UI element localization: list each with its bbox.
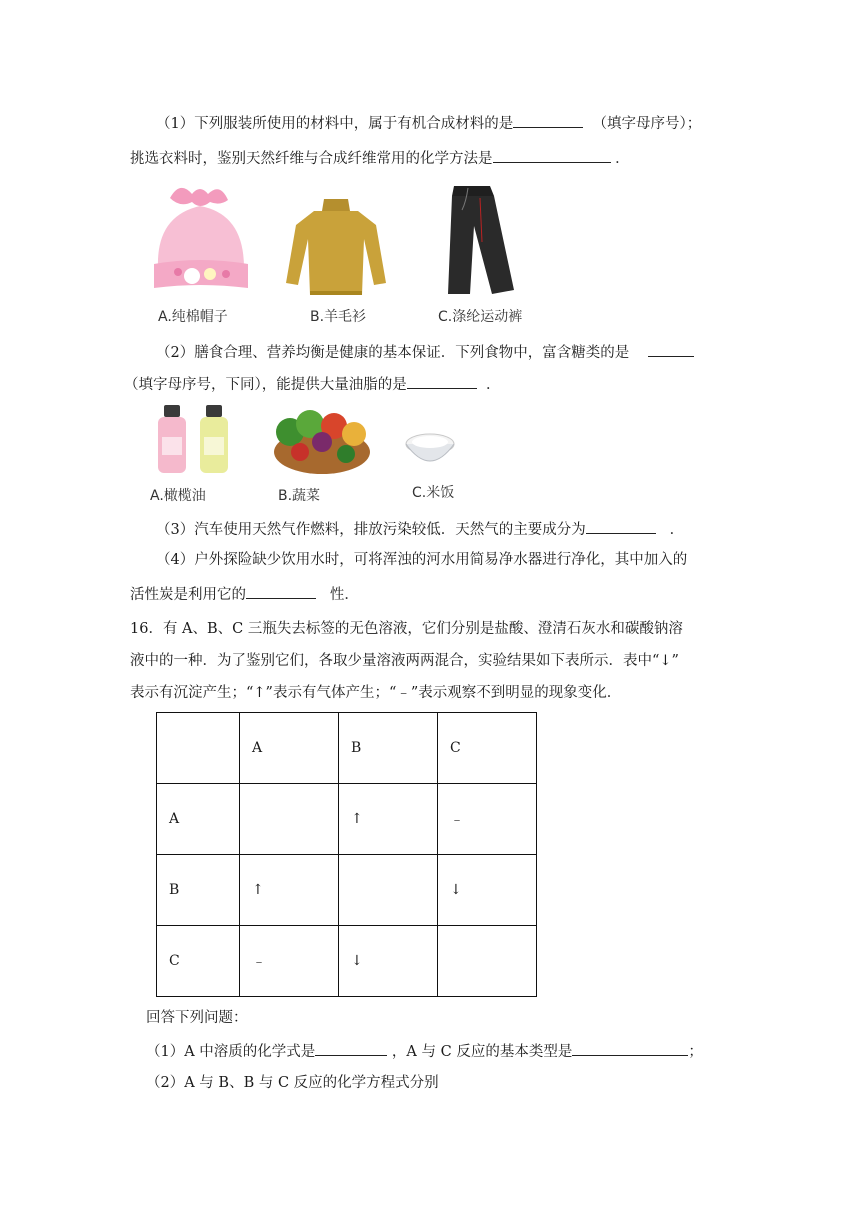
table-cell xyxy=(157,713,240,784)
table-cell: C xyxy=(157,926,240,997)
q16-answer-prompt: 回答下列问题： xyxy=(146,1010,248,1026)
table-cell: ﹣ xyxy=(240,926,339,997)
olive-oil-image xyxy=(154,403,238,473)
clothing-caption-a: A.纯棉帽子 xyxy=(158,309,228,325)
clothing-caption-b: B.羊毛衫 xyxy=(310,309,367,325)
answer-blank[interactable] xyxy=(586,518,656,534)
table-cell: B xyxy=(339,713,438,784)
table-cell xyxy=(339,855,438,926)
q15-p1-line1: （1）下列服装所使用的材料中，属于有机合成材料的是 （填字母序号）； xyxy=(156,112,701,134)
clothing-caption-c: C.涤纶运动裤 xyxy=(438,309,523,325)
rice-bowl-image xyxy=(402,430,458,472)
food-caption-b: B.蔬菜 xyxy=(278,488,321,504)
answer-blank[interactable] xyxy=(648,341,694,357)
table-cell xyxy=(240,784,339,855)
q15-p2-line1: （2）膳食合理、营养均衡是健康的基本保证．下列食物中，富含糖类的是 xyxy=(156,341,694,363)
answer-blank[interactable] xyxy=(407,373,477,389)
table-row xyxy=(157,855,537,926)
table-cell: ﹣ xyxy=(438,784,537,855)
table-cell: ↓ xyxy=(339,926,438,997)
food-caption-a: A.橄榄油 xyxy=(150,488,206,504)
answer-blank[interactable] xyxy=(513,112,583,128)
q15-p3: （3）汽车使用天然气作燃料，排放污染较低．天然气的主要成分为 ． xyxy=(156,518,684,540)
answer-blank[interactable] xyxy=(315,1040,387,1056)
table-cell xyxy=(438,926,537,997)
table-cell: ↑ xyxy=(240,855,339,926)
answer-blank[interactable] xyxy=(493,147,611,163)
table-cell: C xyxy=(438,713,537,784)
polyester-pants-image xyxy=(440,182,520,298)
cotton-hat-image xyxy=(150,180,252,298)
table-cell: A xyxy=(157,784,240,855)
table-cell: A xyxy=(240,713,339,784)
table-cell: ↑ xyxy=(339,784,438,855)
reaction-table xyxy=(156,712,537,997)
food-caption-c: C.米饭 xyxy=(412,485,455,501)
table-cell: ↓ xyxy=(438,855,537,926)
q15-p1-line2: 挑选衣料时，鉴别天然纤维与合成纤维常用的化学方法是 ． xyxy=(130,147,630,169)
table-cell: B xyxy=(157,855,240,926)
q15-p4-line1: （4）户外探险缺少饮用水时，可将浑浊的河水用简易净水器进行净化，其中加入的 xyxy=(156,552,688,568)
table-row xyxy=(157,784,537,855)
table-row xyxy=(157,713,537,784)
q16-line2: 液中的一种．为了鉴别它们，各取少量溶液两两混合，实验结果如下表所示．表中“↓” xyxy=(130,653,679,669)
q16-a1: （1）A 中溶质的化学式是 ，A 与 C 反应的基本类型是 ； xyxy=(146,1040,703,1062)
q16-line1: 16．有 A、B、C 三瓶失去标签的无色溶液，它们分别是盐酸、澄清石灰水和碳酸钠溶 xyxy=(130,621,683,637)
answer-blank[interactable] xyxy=(246,583,316,599)
answer-blank[interactable] xyxy=(572,1040,688,1056)
q15-p4-line2: 活性炭是利用它的 性． xyxy=(130,583,359,605)
table-row xyxy=(157,926,537,997)
vegetables-image xyxy=(270,402,374,476)
wool-sweater-image xyxy=(284,195,388,297)
q15-p2-line2: （填字母序号，下同），能提供大量油脂的是 ． xyxy=(124,373,500,395)
q16-line3: 表示有沉淀产生；“↑”表示有气体产生；“﹣”表示观察不到明显的现象变化． xyxy=(130,685,622,701)
q16-a2: （2）A 与 B、B 与 C 反应的化学方程式分别 xyxy=(146,1075,439,1091)
